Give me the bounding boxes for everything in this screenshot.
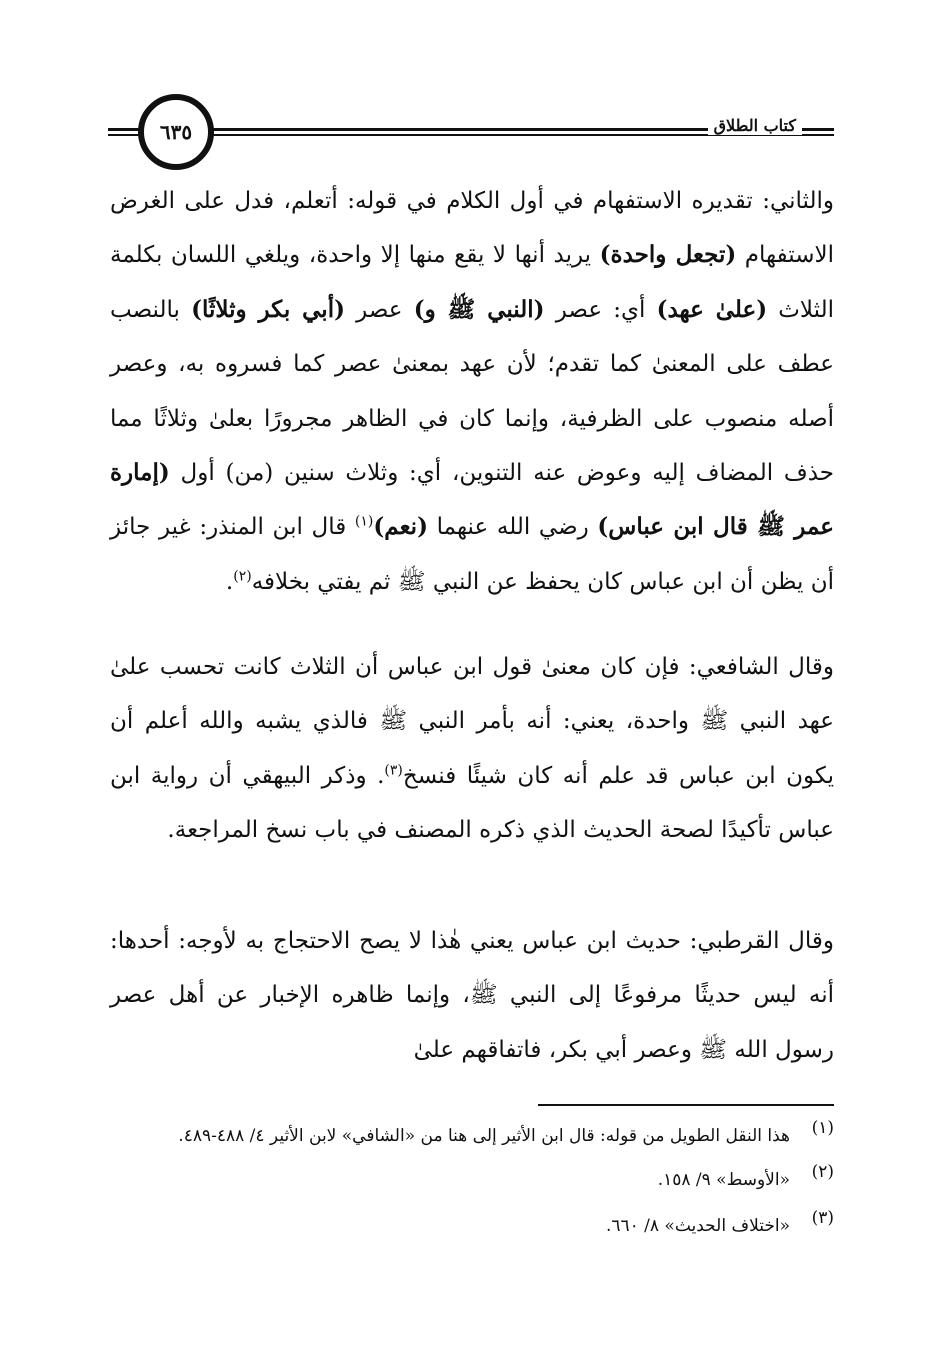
paragraph-2: [110, 640, 834, 858]
running-header-title: كتاب الطلاق: [708, 116, 802, 135]
text-run: وقال الشافعي: فإن كان معنىٰ قول ابن عباس أن الثلاث كانت تحسب علىٰ عهد النبي ﷺ واحدة، يعني: أنه بأمر النبي ﷺ فالذي يشبه والله أعلم أن يكون ابن عباس قد علم أنه كان شيئًا فنسخ: [110, 654, 834, 789]
matn-quote: (نعم): [373, 513, 428, 541]
paragraph-1-text: [110, 174, 834, 609]
footnote-item: [110, 1162, 834, 1198]
text-run: .: [225, 568, 234, 595]
footnote-text: «الأوسط» ٩/ ١٥٨.: [657, 1170, 790, 1190]
footnote-number: (٢): [811, 1162, 834, 1182]
text-run: أي: عصر: [544, 296, 657, 323]
footnote-item: [110, 1118, 834, 1154]
matn-quote: (النبي ﷺ و): [413, 295, 545, 323]
paragraph-3: [110, 914, 834, 1077]
paragraph-3-text: [110, 914, 834, 1077]
footnote-ref[interactable]: (٣): [384, 762, 403, 779]
text-run: . وذكر البيهقي أن رواية ابن عباس تأكيدًا لصحة الحديث الذي ذكره المصنف في باب نسخ المراجعة.: [110, 762, 834, 844]
page-number: ٦٣٥: [159, 120, 193, 144]
footnote-item: [110, 1208, 834, 1244]
text-run: وقال القرطبي: حديث ابن عباس يعني هٰذا لا يصح الاحتجاج به لأوجه: أحدها: أنه ليس حديثًا مرفوعًا إلى النبي ﷺ، وإنما ظاهره الإخبار عن أهل عصر رسول الله ﷺ وعصر أبي بكر، فاتفاقهم علىٰ: [110, 928, 834, 1063]
text-run: قال ابن المنذر: غير جائز أن يظن أن ابن عباس كان يحفظ عن النبي ﷺ ثم يفتي بخلافه: [110, 514, 834, 595]
paragraph-1: [110, 174, 834, 609]
footnote-number: (١): [811, 1118, 834, 1138]
text-run: بالنصب عطف على المعنىٰ كما تقدم؛ لأن عهد بمعنىٰ عصر كما فسروه به، وعصر أصله منصوب على الظرفية، وإنما كان في الظاهر مجرورًا بعلىٰ وثلاثًا مما حذف المضاف إليه وعوض عنه التنوين، أي: وثلاث سنين (من) أول: [110, 296, 834, 487]
text-run: عصر: [344, 296, 414, 323]
footnote-ref[interactable]: (٢): [233, 568, 252, 585]
text-run: والثاني: تقديره الاستفهام في أول الكلام في قوله: أتعلم، فدل على الغرض الاستفهام: [110, 188, 835, 269]
footnote-ref[interactable]: (١): [354, 513, 374, 530]
footnote-separator: [538, 1104, 834, 1106]
matn-quote: (أبي بكر وثلاثًا): [191, 295, 345, 323]
text-run: يريد أنها لا يقع منها إلا واحدة، ويلغي اللسان بكلمة الثلاث: [110, 242, 834, 323]
matn-quote: (إمارة عمر ﷺ قال ابن عباس): [110, 459, 835, 541]
footnote-text: هذا النقل الطويل من قوله: قال ابن الأثير إلى هنا من «الشافي» لابن الأثير ٤/ ٤٨٨-٤٨٩.: [178, 1126, 790, 1146]
footnote-number: (٣): [811, 1208, 834, 1228]
paragraph-2-text: [110, 640, 834, 858]
text-run: رضي الله عنهما: [427, 514, 598, 541]
page-number-badge: [138, 94, 214, 170]
matn-quote: (علىٰ عهد): [656, 295, 768, 323]
footnote-text: «اختلاف الحديث» ٨/ ٦٦٠.: [605, 1216, 790, 1236]
footnotes: [110, 1118, 834, 1244]
matn-quote: (تجعل واحدة): [599, 241, 737, 269]
